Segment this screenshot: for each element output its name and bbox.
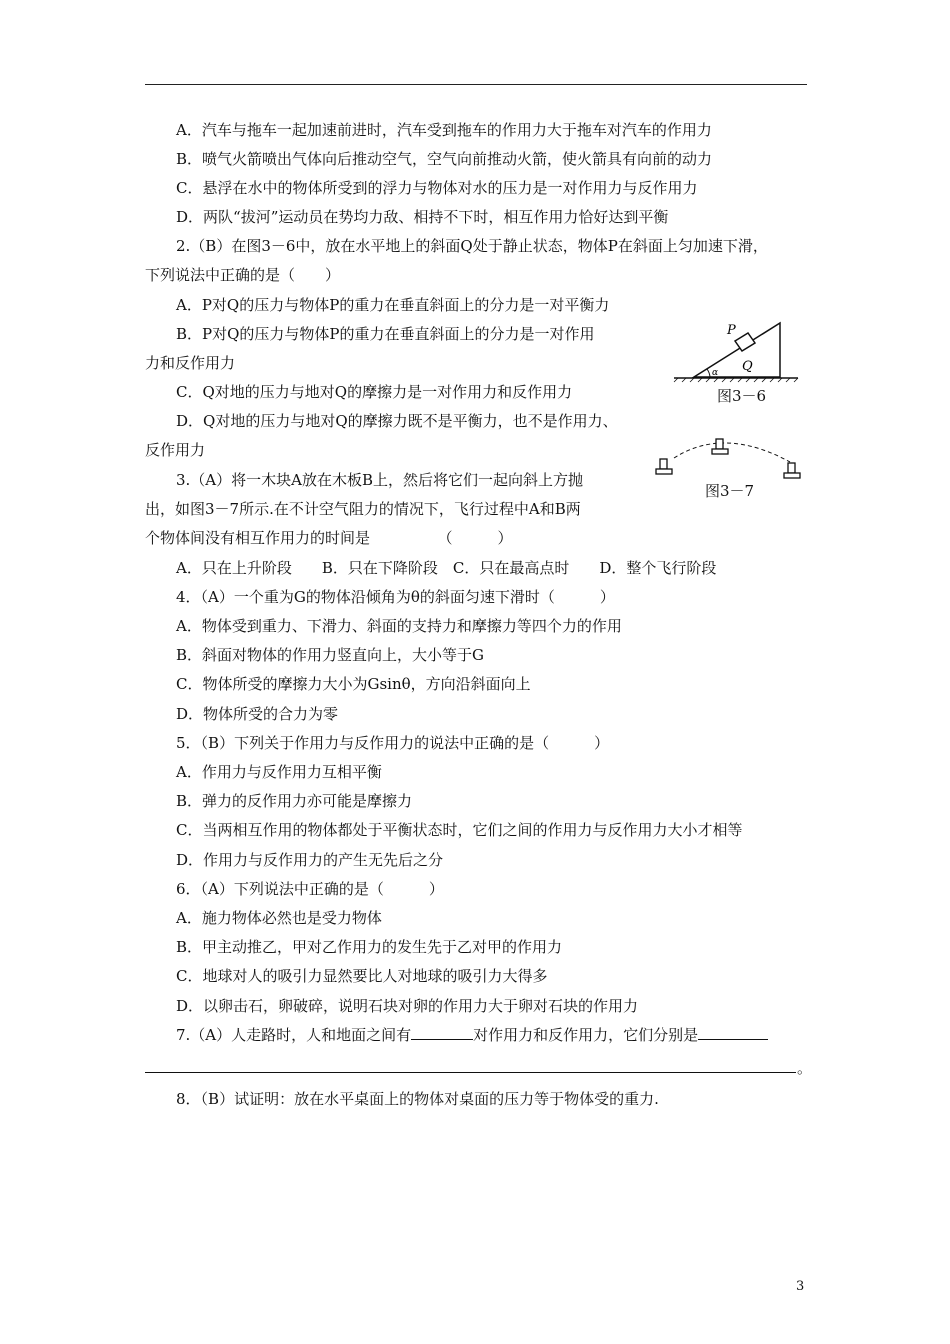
line: A．施力物体必然也是受力物体 [176, 909, 382, 927]
question-7 [176, 1025, 768, 1045]
header-rule [145, 84, 807, 85]
line: C．Q对地的压力与地对Q的摩擦力是一对作用力和反作用力 [176, 383, 573, 401]
figure-3-6-caption: 图3－6 [717, 387, 767, 405]
label-angle: α [712, 368, 719, 378]
page-number: 3 [796, 1279, 805, 1294]
line: 下列说法中正确的是（ ） [145, 266, 341, 284]
block-start [656, 459, 672, 474]
line: 个物体间没有相互作用力的时间是 （ ） [145, 529, 513, 547]
figure-3-7-caption: 图3－7 [705, 482, 755, 500]
line: B．斜面对物体的作用力竖直向上，大小等于G [176, 646, 485, 664]
line: 反作用力 [145, 441, 206, 459]
q7-text-1: 7.（A）人走路时，人和地面之间有 [176, 1026, 412, 1044]
q7-text-2: 对作用力和反作用力，它们分别是 [473, 1026, 699, 1044]
line: A．作用力与反作用力互相平衡 [176, 763, 382, 781]
angle-arc [707, 369, 710, 377]
line: 4．（A）一个重为G的物体沿倾角为θ的斜面匀速下滑时（ ） [176, 588, 615, 606]
q7-period: 。 [797, 1059, 813, 1077]
line: B．甲主动推乙，甲对乙作用力的发生先于乙对甲的作用力 [176, 938, 563, 956]
line: 5．（B）下列关于作用力与反作用力的说法中正确的是（ ） [176, 734, 610, 752]
block-p [735, 333, 755, 351]
line: D．以卵击石，卵破碎，说明石块对卵的作用力大于卵对石块的作用力 [176, 997, 639, 1015]
line: 2.（B）在图3－6中，放在水平地上的斜面Q处于静止状态，物体P在斜面上匀加速下滑， [176, 237, 768, 255]
line: 出，如图3－7所示.在不计空气阻力的情况下，飞行过程中A和B两 [145, 500, 581, 518]
line: 力和反作用力 [145, 354, 236, 372]
line: B．喷气火箭喷出气体向后推动空气，空气向前推动火箭，使火箭具有向前的动力 [176, 150, 713, 168]
line: B．P对Q的压力与物体P的重力在垂直斜面上的分力是一对作用 [176, 325, 595, 343]
line: A．汽车与拖车一起加速前进时，汽车受到拖车的作用力大于拖车对汽车的作用力 [176, 121, 712, 139]
line: D．两队“拔河”运动员在势均力敌、相持不下时，相互作用力恰好达到平衡 [176, 208, 669, 226]
line: C．地球对人的吸引力显然要比人对地球的吸引力大得多 [176, 967, 548, 985]
line: A．物体受到重力、下滑力、斜面的支持力和摩擦力等四个力的作用 [176, 617, 622, 635]
line: A．P对Q的压力与物体P的重力在垂直斜面上的分力是一对平衡力 [176, 296, 610, 314]
line: C．悬浮在水中的物体所受到的浮力与物体对水的压力是一对作用力与反作用力 [176, 179, 698, 197]
line: 3.（A）将一木块A放在木板B上，然后将它们一起向斜上方抛 [176, 471, 584, 489]
block-end [784, 463, 800, 478]
figure-3-6 [672, 315, 800, 383]
trajectory-arc [674, 443, 790, 462]
line: A．只在上升阶段 B．只在下降阶段 C．只在最高点时 D．整个飞行阶段 [176, 559, 717, 577]
line: D．物体所受的合力为零 [176, 705, 339, 723]
line: B．弹力的反作用力亦可能是摩擦力 [176, 792, 413, 810]
line: D．作用力与反作用力的产生无先后之分 [176, 851, 444, 869]
line: D．Q对地的压力与地对Q的摩擦力既不是平衡力，也不是作用力、 [176, 412, 618, 430]
incline-q [694, 323, 780, 377]
line: C．物体所受的摩擦力大小为Gsinθ，方向沿斜面向上 [176, 675, 531, 693]
figure-3-7 [652, 432, 808, 480]
label-p: P [727, 323, 736, 338]
line: 6．（A）下列说法中正确的是（ ） [176, 880, 444, 898]
answer-blank[interactable] [698, 1025, 768, 1040]
label-q: Q [742, 359, 753, 374]
line: C．当两相互作用的物体都处于平衡状态时，它们之间的作用力与反作用力大小才相等 [176, 821, 743, 839]
answer-blank-line[interactable] [145, 1072, 796, 1073]
question-8: 8．（B）试证明：放在水平桌面上的物体对桌面的压力等于物体受的重力. [176, 1090, 659, 1108]
answer-blank[interactable] [411, 1025, 473, 1040]
block-top [712, 439, 728, 454]
